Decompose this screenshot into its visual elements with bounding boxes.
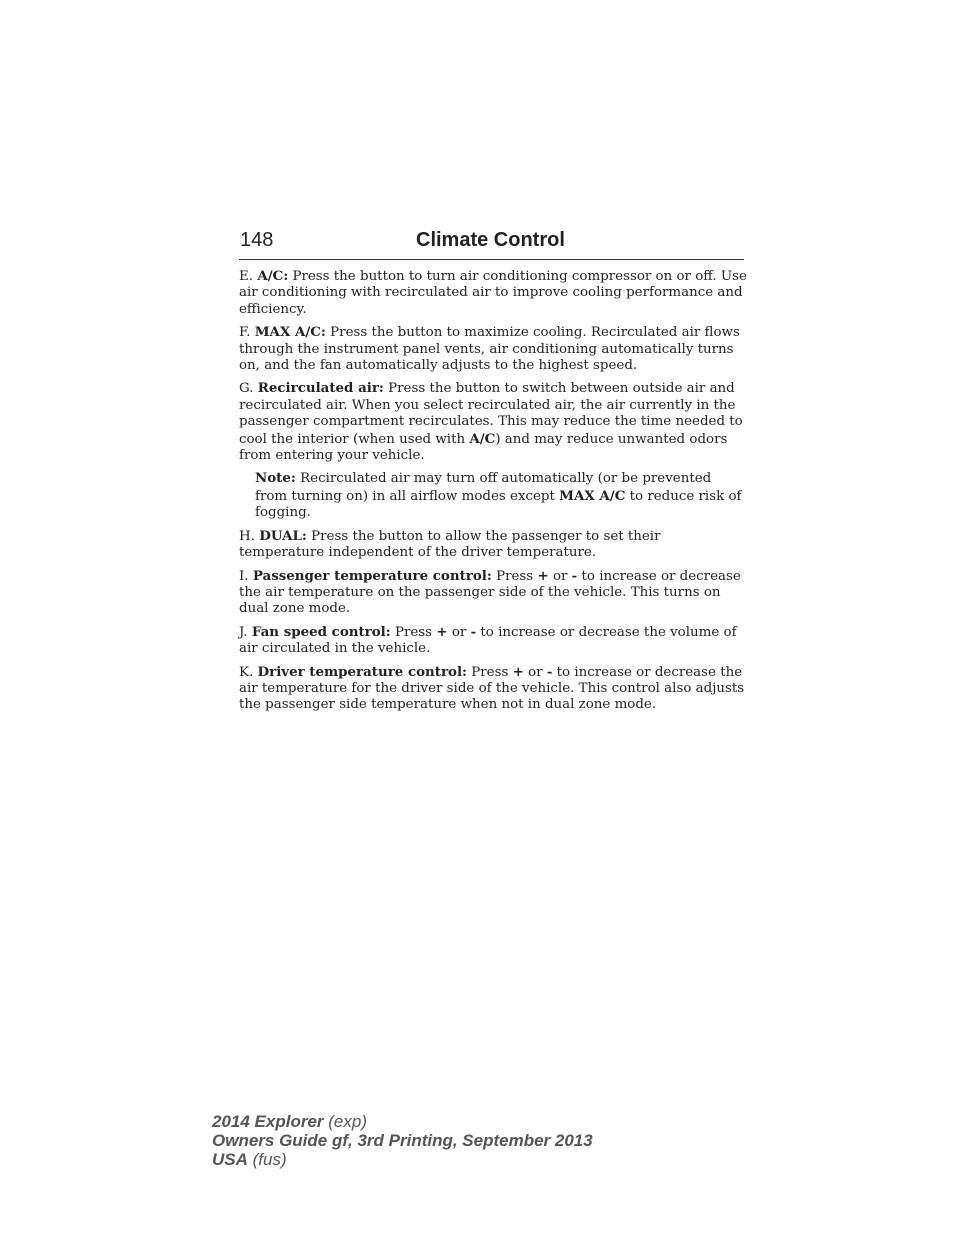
item-text: to increase or decrease the air temperature on the passenger side of the vehicle. This turns on dual zone mode.	[239, 568, 741, 617]
footer-edition: Owners Guide gf, 3rd Printing, September 2013	[212, 1131, 593, 1150]
item-g	[239, 380, 747, 464]
plus-symbol: +	[436, 623, 448, 640]
item-letter: K.	[239, 664, 254, 680]
item-text: Press the button to allow the passenger to set their temperature independent of the driver temperature.	[239, 528, 661, 561]
item-term: Fan speed control:	[251, 623, 391, 640]
item-term: A/C:	[257, 268, 289, 284]
footer-line-1	[212, 1112, 593, 1131]
plus-symbol: +	[512, 663, 524, 680]
page-header	[239, 229, 744, 260]
item-letter: F.	[239, 325, 251, 341]
footer-line-3	[212, 1150, 593, 1169]
item-letter: I.	[239, 568, 249, 584]
item-letter: J.	[239, 624, 248, 640]
page-number: 148	[240, 229, 274, 251]
minus-symbol: -	[546, 663, 553, 680]
footer-model: 2014 Explorer	[212, 1112, 324, 1131]
item-text: Press the button to maximize cooling. Recirculated air flows through the instrument panel vents, air conditioning automatically turns on, and the fan automatically adjusts to the highest speed.	[239, 325, 740, 374]
chapter-title: Climate Control	[416, 229, 565, 251]
item-text: to increase or decrease the volume of air circulated in the vehicle.	[239, 624, 737, 657]
item-text: Press	[394, 624, 433, 640]
note-label: Note:	[255, 470, 296, 487]
item-text: Press	[471, 664, 509, 680]
item-j	[239, 624, 747, 658]
footer-line-2	[212, 1131, 593, 1150]
item-term: DUAL:	[259, 527, 307, 544]
page-footer	[212, 1112, 593, 1169]
item-term: Driver temperature control:	[257, 663, 467, 680]
item-text: Press the button to switch between outside air and recirculated air. When you select recirculated air, the air currently in the passenger compartment recirculates. This may reduce the time needed to cool the interior (when used with	[239, 381, 743, 447]
item-text: to increase or decrease the air temperature for the driver side of the vehicle. This control also adjusts the passenger side temperature when not in dual zone mode.	[239, 664, 745, 713]
item-text: Press the button to turn air conditioning compressor on or off. Use air conditioning with recirculated air to improve cooling performance and efficiency.	[239, 269, 747, 317]
item-text: or	[552, 568, 568, 584]
item-term: MAX A/C:	[254, 324, 326, 341]
item-term: Recirculated air:	[257, 380, 384, 397]
minus-symbol: -	[571, 567, 578, 584]
item-term: Passenger temperature control:	[252, 567, 492, 584]
item-letter: E.	[239, 269, 254, 284]
item-h	[239, 528, 747, 562]
item-i	[239, 568, 747, 618]
footer-market-code: (fus)	[252, 1150, 287, 1169]
item-e	[239, 268, 747, 318]
inline-term: MAX A/C	[559, 487, 626, 504]
item-text: Press	[496, 568, 534, 584]
item-text: ) and may reduce unwanted odors from entering your vehicle.	[239, 431, 728, 464]
footer-market: USA	[212, 1150, 248, 1169]
item-k	[239, 664, 747, 714]
minus-symbol: -	[470, 623, 477, 640]
plus-symbol: +	[537, 567, 549, 584]
note-paragraph	[255, 470, 747, 521]
inline-term: A/C	[469, 430, 496, 447]
item-text: or	[528, 664, 543, 680]
item-f	[239, 324, 747, 374]
page-body	[239, 268, 747, 720]
note-text: to reduce risk of fogging.	[255, 488, 742, 521]
item-letter: H.	[239, 528, 255, 544]
item-letter: G.	[239, 381, 254, 397]
note-text: Recirculated air may turn off automatically (or be prevented from turning on) in all airflow modes except	[255, 471, 712, 504]
footer-model-code: (exp)	[328, 1112, 367, 1131]
item-text: or	[451, 624, 467, 640]
